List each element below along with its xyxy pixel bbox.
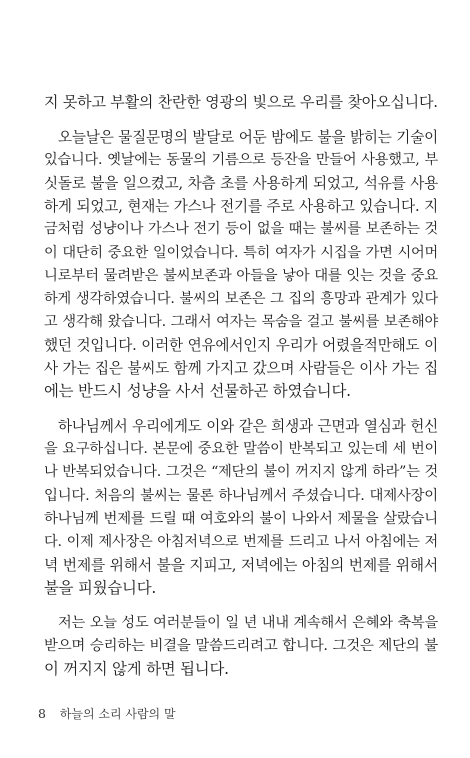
running-title: 하늘의 소리 사람의 말 [59, 707, 176, 721]
text-line: 다. 이제 제사장은 아침저녁으로 번제를 드리고 나서 아침에는 저 [44, 533, 438, 550]
paragraph [44, 415, 438, 600]
text-line: 고 생각해 왔습니다. 그래서 여자는 목숨을 걸고 불씨를 보존해야 [44, 313, 438, 330]
text-line: 니로부터 물려받은 불씨보존과 아들을 낳아 대를 잇는 것을 중요 [44, 267, 438, 284]
text-line: 입니다. 처음의 불씨는 물론 하나님께서 주셨습니다. 대제사장이 [44, 487, 438, 504]
paragraph-gap [44, 403, 438, 415]
page-number: 8 [38, 706, 46, 721]
text-line: 하게 생각하였습니다. 불씨의 보존은 그 집의 흥망과 관계가 있다 [44, 290, 438, 307]
text-line: 녁 번제를 위해서 불을 지피고, 저녁에는 아침의 번제를 위해서 [44, 556, 438, 574]
text-line: 했던 것입니다. 이러한 연유에서인지 우리가 어렸을적만해도 이 [44, 336, 438, 354]
text-line: 하나님께서 우리에게도 이와 같은 희생과 근면과 열심과 헌신 [58, 418, 438, 436]
text-line: 이 대단히 중요한 일이었습니다. 특히 여자가 시집을 가면 시어머 [44, 244, 438, 261]
text-line: 지 못하고 부활의 찬란한 영광의 빛으로 우리를 찾아오십니다. [44, 93, 438, 111]
page-footer [38, 705, 176, 722]
text-line: 저는 오늘 성도 여러분들이 일 년 내내 계속해서 은혜와 축복을 [58, 614, 438, 631]
text-line: 불을 피웠습니다. [44, 578, 157, 597]
text-line: 을 요구하십니다. 본문에 중요한 말씀이 반복되고 있는데 세 번이 [44, 441, 438, 458]
text-line: 오늘날은 물질문명의 발달로 어둔 밤에도 불을 밝히는 기술이 [58, 129, 438, 147]
paragraph [44, 612, 438, 681]
paragraph [44, 91, 438, 114]
text-line: 싯돌로 불을 일으켰고, 차츰 초를 사용하게 되었고, 석유를 사용 [44, 175, 438, 193]
text-line: 에는 반드시 성냥을 사서 선물하곤 하였습니다. [44, 382, 351, 401]
text-line: 사 가는 집은 불씨도 함께 가지고 갔으며 사람들은 이사 가는 집 [44, 360, 438, 378]
text-line: 받으며 승리하는 비결을 말씀드리려고 합니다. 그것은 제단의 불 [44, 638, 438, 655]
paragraph-gap [44, 114, 438, 126]
text-line: 하나님께 번제를 드릴 때 여호와의 불이 나와서 제물을 살랐습니 [44, 510, 438, 527]
body-text [44, 91, 438, 681]
text-line: 금처럼 성냥이나 가스나 전기 등이 없을 때는 불씨를 보존하는 것 [44, 221, 438, 238]
paragraph [44, 126, 438, 403]
paragraph-gap [44, 600, 438, 612]
text-line: 하게 되었고, 현재는 가스나 전기를 주로 사용하고 있습니다. 지 [44, 198, 438, 216]
text-line: 있습니다. 옛날에는 동물의 기름으로 등잔을 만들어 사용했고, 부 [44, 152, 438, 169]
text-line: 이 꺼지지 않게 하면 됩니다. [44, 660, 229, 679]
text-line: 나 반복되었습니다. 그것은 “제단의 불이 꺼지지 않게 하라”는 것 [44, 464, 438, 481]
